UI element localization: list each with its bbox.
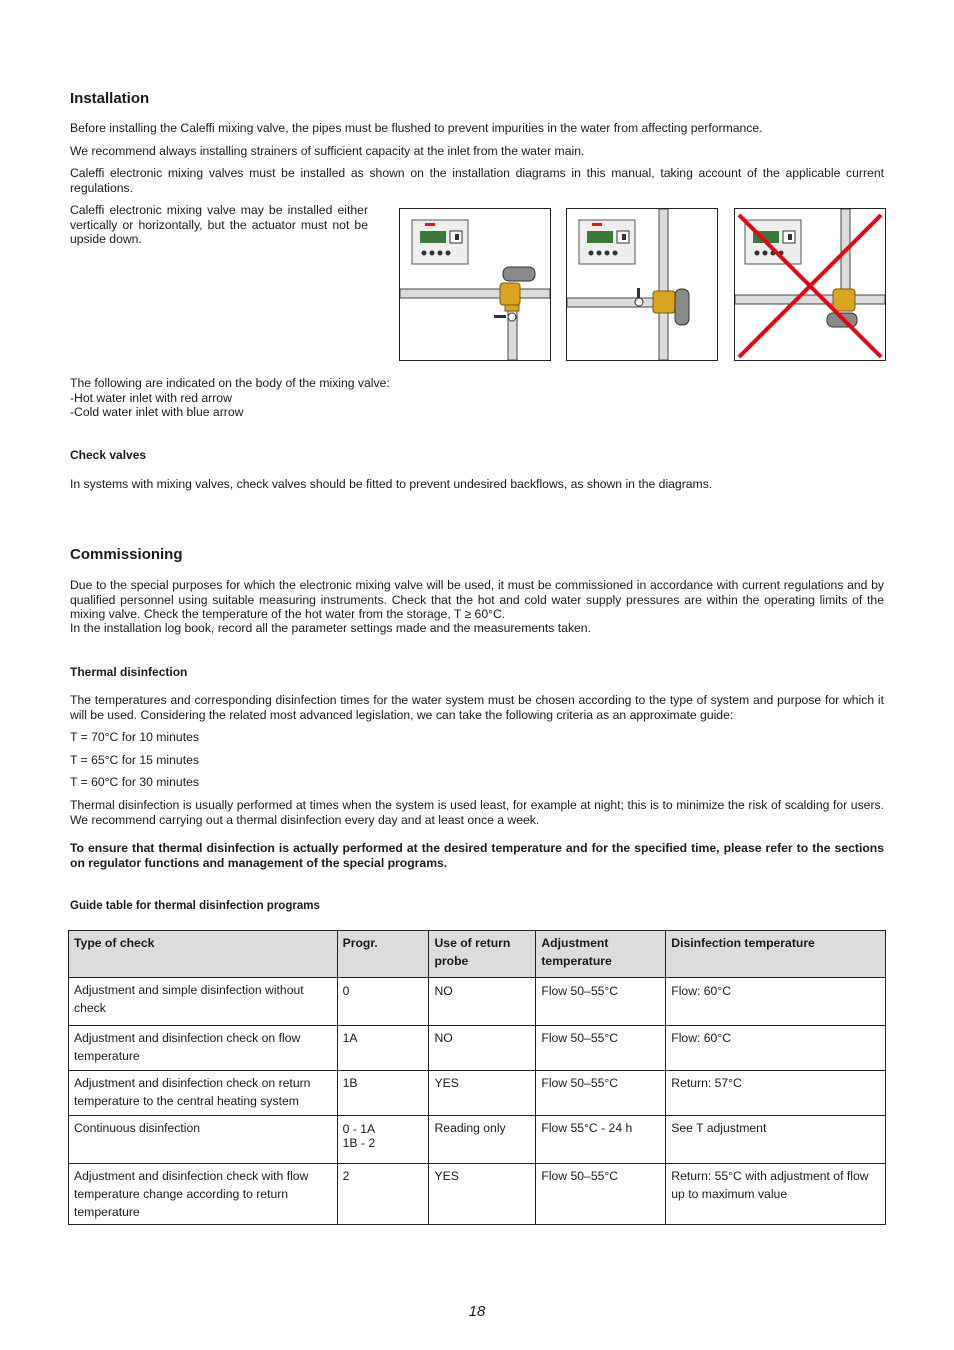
table-cell: Flow 55°C - 24 h: [536, 1116, 666, 1164]
table-cell: Flow 50–55°C: [536, 978, 666, 1026]
installation-para-2: We recommend always installing strainers of sufficient capacity at the inlet from the water main.: [70, 144, 585, 158]
installation-para-3: Caleffi electronic mixing valves must be installed as shown on the installation diagrams in this manual, taking account of the applicable current regulations.: [70, 166, 884, 195]
criteria-item: T = 60°C for 30 minutes: [70, 775, 199, 789]
table-row: [69, 1026, 886, 1071]
table-cell: Continuous disinfection: [69, 1116, 338, 1164]
guide-table-heading: Guide table for thermal disinfection programs: [70, 900, 320, 912]
table-cell: 0: [337, 978, 429, 1026]
table-cell: YES: [429, 1164, 536, 1225]
guide-table: [68, 930, 886, 1225]
table-cell: NO: [429, 978, 536, 1026]
table-cell: YES: [429, 1071, 536, 1116]
table-cell: Adjustment and simple disinfection without check: [69, 978, 338, 1026]
table-row: [69, 1116, 886, 1164]
thermal-para-2: Thermal disinfection is usually performed at times when the system is used least, for example at night; this is to minimize the risk of scalding for users. We recommend carrying out a thermal disinfection every day and at least once a week.: [70, 798, 884, 827]
table-cell: NO: [429, 1026, 536, 1071]
pipe-icon: [400, 289, 550, 360]
table-cell: Return: 57°C: [666, 1071, 886, 1116]
installation-para-4: Caleffi electronic mixing valve may be installed either vertically or horizontally, but the actuator must not be upside down.: [70, 203, 368, 247]
column-header: Disinfection temperature: [666, 931, 886, 978]
hot-inlet-text: -Hot water inlet with red arrow: [70, 391, 232, 405]
table-cell: 2: [337, 1164, 429, 1225]
table-row: [69, 1071, 886, 1116]
table-cell: Flow: 60°C: [666, 1026, 886, 1071]
table-cell: 0 - 1A 1B - 2: [337, 1116, 429, 1164]
control-unit-icon: [412, 220, 468, 264]
control-unit-icon: [579, 220, 635, 264]
criteria-item: T = 70°C for 10 minutes: [70, 730, 199, 744]
indicated-intro: The following are indicated on the body of the mixing valve:: [70, 376, 390, 390]
page-number: 18: [468, 1303, 486, 1320]
table-cell: Adjustment and disinfection check with flow temperature change according to return temperature: [69, 1164, 338, 1225]
table-row: [69, 1164, 886, 1225]
installation-diagram-forbidden: [734, 208, 886, 361]
cold-inlet-text: -Cold water inlet with blue arrow: [70, 405, 244, 419]
check-valves-text: In systems with mixing valves, check valves should be fitted to prevent undesired backflows, as shown in the diagrams.: [70, 477, 713, 491]
table-header-row: [69, 931, 886, 978]
table-cell: Flow 50–55°C: [536, 1164, 666, 1225]
table-cell: Reading only: [429, 1116, 536, 1164]
forbidden-cross-icon: [739, 215, 881, 357]
table-row: [69, 978, 886, 1026]
commissioning-para-1: Due to the special purposes for which the electronic mixing valve will be used, it must be commissioned in accordance with current regulations and by qualified personnel using suitable measuring instruments. Check that the hot and cold water supply pressures are within the operating limits of the mixing valve. Check the temperature of the hot water from the storage, T ≥ 60°C.: [70, 578, 884, 622]
column-header: Type of check: [69, 931, 338, 978]
thermal-bold-note: To ensure that thermal disinfection is actually performed at the desired temperature and for the specified time, please refer to the sections on regulator functions and management of the special programs.: [70, 841, 884, 870]
column-header: Adjustment temperature: [536, 931, 666, 978]
table-cell: 1B: [337, 1071, 429, 1116]
column-header: Use of return probe: [429, 931, 536, 978]
table-cell: Return: 55°C with adjustment of flow up to maximum value: [666, 1164, 886, 1225]
table-cell: Flow 50–55°C: [536, 1026, 666, 1071]
table-cell: Flow: 60°C: [666, 978, 886, 1026]
thermal-disinfection-heading: Thermal disinfection: [70, 665, 188, 679]
installation-diagram-vertical: [566, 208, 718, 361]
commissioning-heading: Commissioning: [70, 546, 183, 563]
installation-para-1: Before installing the Caleffi mixing valve, the pipes must be flushed to prevent impurities in the water from affecting performance.: [70, 121, 763, 135]
column-header: Progr.: [337, 931, 429, 978]
mixing-valve-icon: [653, 289, 689, 325]
installation-diagram-horizontal: [399, 208, 551, 361]
check-valves-heading: Check valves: [70, 448, 147, 462]
table-cell: Flow 50–55°C: [536, 1071, 666, 1116]
thermal-para-1: The temperatures and corresponding disinfection times for the water system must be chosen according to the type of system and purpose for which it will be used. Considering the related most advanced legislation, we can take the following criteria as an approximate guide:: [70, 693, 884, 722]
table-cell: Adjustment and disinfection check on return temperature to the central heating system: [69, 1071, 338, 1116]
table-cell: Adjustment and disinfection check on flow temperature: [69, 1026, 338, 1071]
commissioning-para-2: In the installation log book, record all the parameter settings made and the measurements taken.: [70, 621, 591, 635]
installation-heading: Installation: [70, 90, 150, 107]
thermometer-icon: [635, 288, 643, 306]
thermometer-icon: [494, 313, 516, 321]
table-cell: 1A: [337, 1026, 429, 1071]
table-cell: See T adjustment: [666, 1116, 886, 1164]
criteria-item: T = 65°C for 15 minutes: [70, 753, 199, 767]
